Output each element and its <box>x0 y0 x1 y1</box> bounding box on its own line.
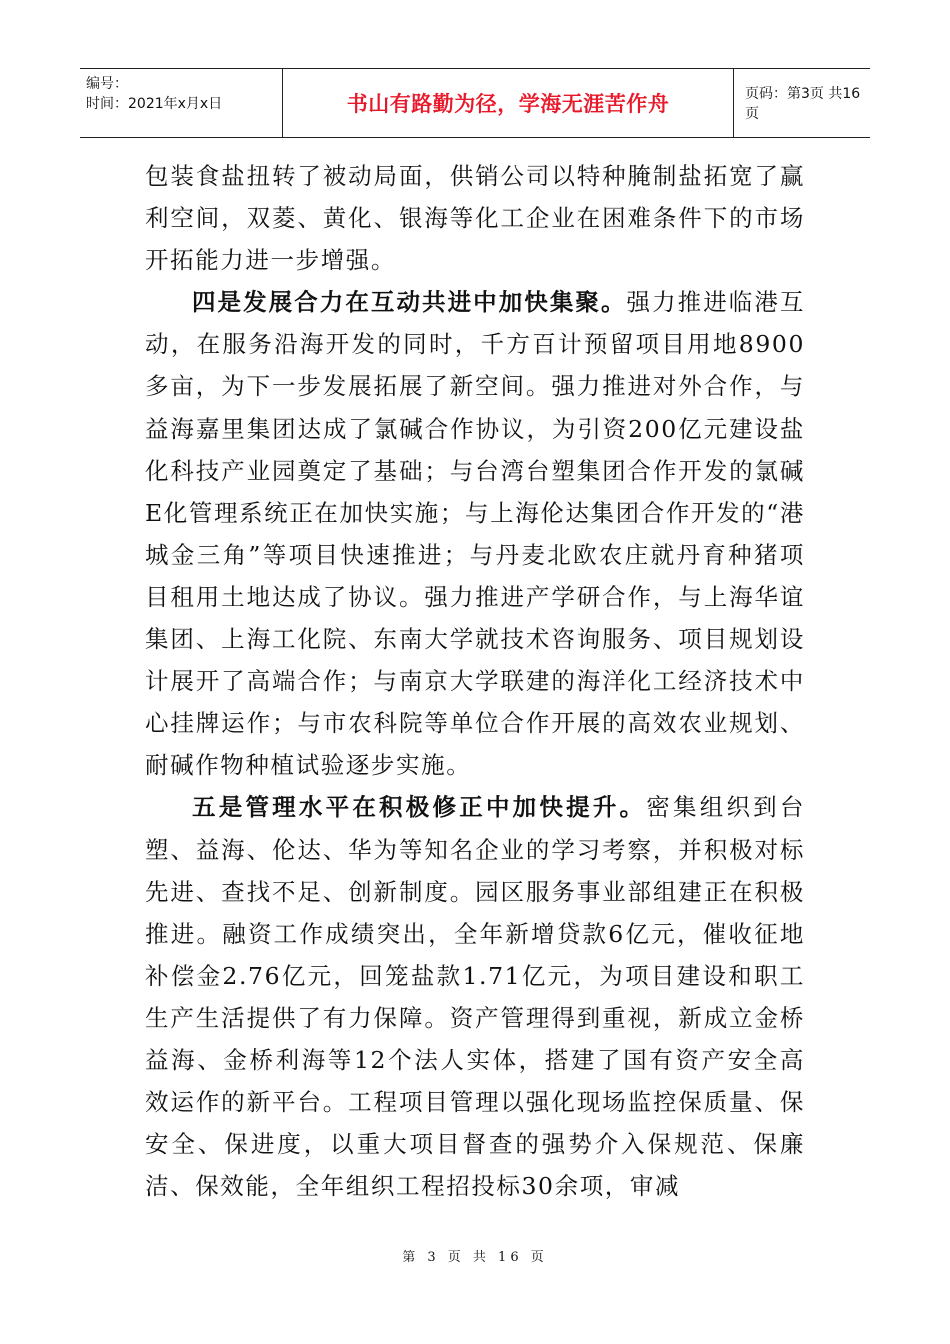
paragraph-text: 密集组织到台塑、益海、伦达、华为等知名企业的学习考察，并积极对标先进、查找不足、创新制度。园区服务事业部组建正在积极推进。融资工作成绩突出，全年新增贷款6亿元，催收征地补偿金2.76亿元，回笼盐款1.71亿元，为项目建设和职工生产生活提供了有力保障。资产管理得到重视，新成立金桥益海、金桥利海等12个法人实体，搭建了国有资产安全高效运作的新平台。工程项目管理以强化现场监控保质量、保安全、保进度，以重大项目督查的强势介入保规范、保廉洁、保效能，全年组织工程招投标30余项，审减 <box>145 793 805 1201</box>
header-meta-cell <box>80 69 283 137</box>
document-body <box>145 155 805 1207</box>
page-info: 页码：第3页 共16页 <box>745 86 861 122</box>
document-header <box>80 68 870 138</box>
paragraph-lead: 四是发展合力在互动共进中加快集聚。 <box>192 288 627 317</box>
paragraph-lead: 五是管理水平在积极修正中加快提升。 <box>192 793 647 822</box>
paragraph-2 <box>145 281 805 786</box>
header-motto-cell <box>283 69 734 137</box>
page-footer: 第 3 页 共 16 页 <box>402 1250 548 1265</box>
paragraph-3 <box>145 786 805 1207</box>
date-label: 时间：2021年x月x日 <box>86 96 223 112</box>
paragraph-text: 强力推进临港互动，在服务沿海开发的同时，千方百计预留项目用地8900多亩，为下一步发展拓展了新空间。强力推进对外合作，与益海嘉里集团达成了氯碱合作协议，为引资200亿元建设盐化科技产业园奠定了基础；与台湾台塑集团合作开发的氯碱E化管理系统正在加快实施；与上海伦达集团合作开发的“港城金三角”等项目快速推进；与丹麦北欧农庄就丹育种猪项目租用土地达成了协议。强力推进产学研合作，与上海华谊集团、上海工化院、东南大学就技术咨询服务、项目规划设计展开了高端合作；与南京大学联建的海洋化工经济技术中心挂牌运作；与市农科院等单位合作开展的高效农业规划、耐碱作物种植试验逐步实施。 <box>145 288 805 780</box>
header-page-cell <box>734 69 870 137</box>
paragraph-text: 包装食盐扭转了被动局面，供销公司以特种腌制盐拓宽了赢利空间，双菱、黄化、银海等化工企业在困难条件下的市场开拓能力进一步增强。 <box>145 162 805 275</box>
number-label: 编号： <box>86 76 128 92</box>
motto-text: 书山有路勤为径，学海无涯苦作舟 <box>346 92 670 116</box>
paragraph-1 <box>145 155 805 281</box>
